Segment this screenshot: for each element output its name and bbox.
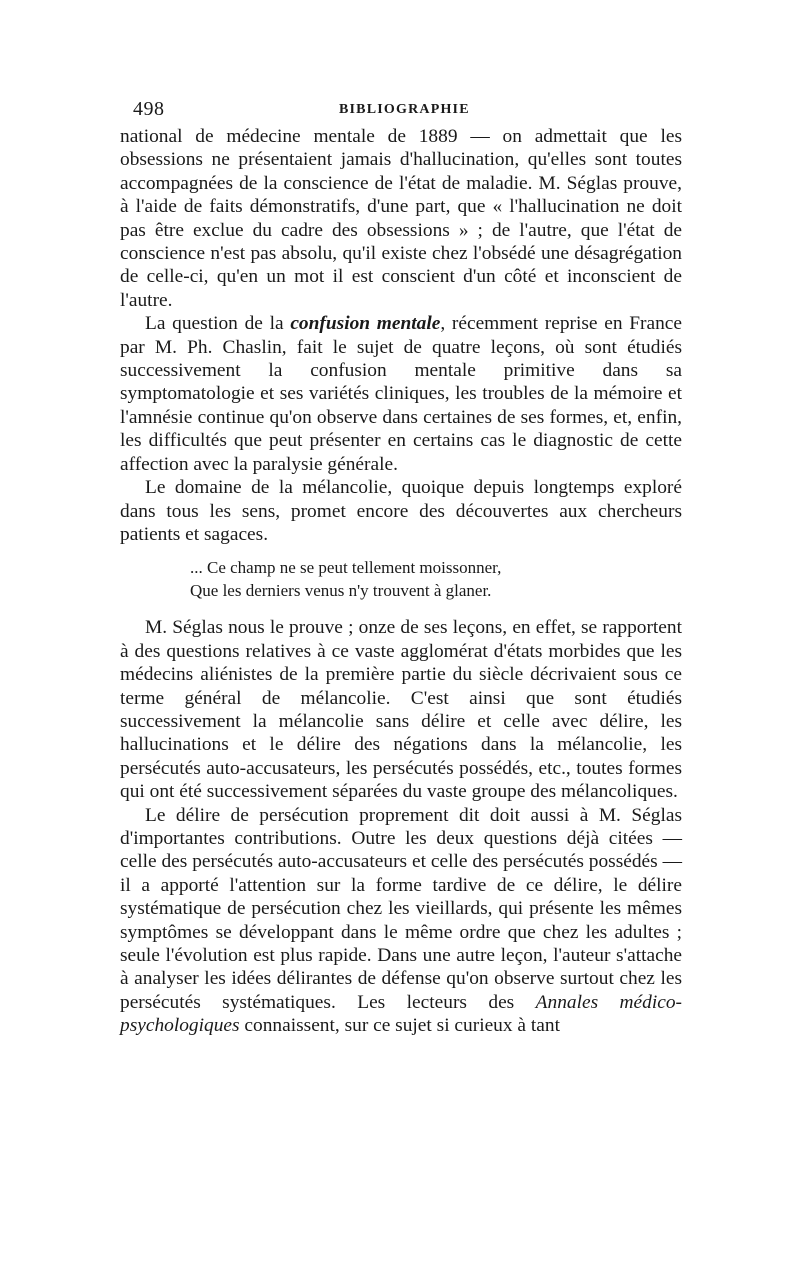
emphasis-confusion-mentale: confusion mentale [290, 313, 441, 335]
paragraph-obsessions [120, 125, 682, 312]
quote-line-1: ... Ce champ ne se peut tellement moissonner, [190, 558, 502, 578]
paragraph-confusion-text-end: , récemment reprise en France par M. Ph. Chaslin, fait le sujet de quatre leçons, où sont étudiés successivement la confusion mentale primitive dans sa symptomatologie et ses variétés cliniques, les troubles de la mémoire et l'amnésie continue qu'on observe dans certaines de ses formes, et, enfin, les difficultés que peut présenter en certains cas le diagnostic de cette affection avec la paralysie générale. [120, 313, 682, 475]
journal-title-annales: Annales médico-psychologiques [120, 991, 683, 1037]
paragraph-lecons-text: M. Séglas nous le prouve ; onze de ses leçons, en effet, se rapportent à des questions relatives à ce vaste agglomérat d'états morbides que les médecins aliénistes de la première partie du siècle décrivaient sous ce terme général de mélancolie. C'est ainsi que sont étudiés successivement la mélancolie sans délire et celle avec délire, les hallucinations et le délire des négations dans la mélancolie, les persécutés auto-accusateurs, les persécutés possédés, etc., toutes formes qui ont été successivement séparées du vaste groupe des mélancoliques. [120, 617, 682, 803]
quote-line-2: Que les derniers venus n'y trouvent à glaner. [190, 581, 492, 601]
paragraph-delire-persecution [120, 804, 682, 1038]
verse-quotation [190, 556, 682, 602]
page-header [133, 98, 681, 122]
paragraph-obsessions-text: national de médecine mentale de 1889 — on admettait que les obsessions ne présentaient jamais d'hallucination, qu'elles sont toutes accompagnées de la conscience de l'état de maladie. M. Séglas prouve, à l'aide de faits démonstratifs, d'une part, que « l'hallucination ne doit pas être exclue du cadre des obsessions » ; de l'autre, que l'état de conscience n'est pas absolu, qu'il existe chez l'obsédé une désagrégation de celle-ci, qu'en un mot il est conscient d'un côté et inconscient de l'autre. [120, 126, 682, 311]
page-number: 498 [133, 98, 165, 120]
paragraph-lecons-melancolie [120, 616, 682, 803]
body-text [120, 125, 682, 1038]
paragraph-confusion-text-start: La question de la [145, 313, 291, 335]
running-head: BIBLIOGRAPHIE [339, 102, 470, 117]
paragraph-delire-text-start: Le délire de persécution proprement dit doit aussi à M. Séglas d'importantes contributions. Outre les deux questions déjà citées — celle des persécutés auto-accusateurs et celle des persécutés possédés — il a apporté l'attention sur la forme tardive de ce délire, le délire systématique de persécution chez les vieillards, qui présente les mêmes symptômes se développant dans le même ordre que chez les adultes ; seule l'évolution est plus rapide. Dans une autre leçon, l'auteur s'attache à analyser les idées délirantes de défense qu'on observe surtout chez les persécutés systématiques. Les lecteurs des [120, 804, 682, 1013]
paragraph-confusion-mentale [120, 312, 682, 476]
paragraph-melancolie [120, 476, 682, 546]
paragraph-melancolie-text: Le domaine de la mélancolie, quoique depuis longtemps exploré dans tous les sens, promet encore des découvertes aux chercheurs patients et sagaces. [120, 477, 682, 545]
paragraph-delire-text-end: connaissent, sur ce sujet si curieux à tant [239, 1015, 560, 1037]
